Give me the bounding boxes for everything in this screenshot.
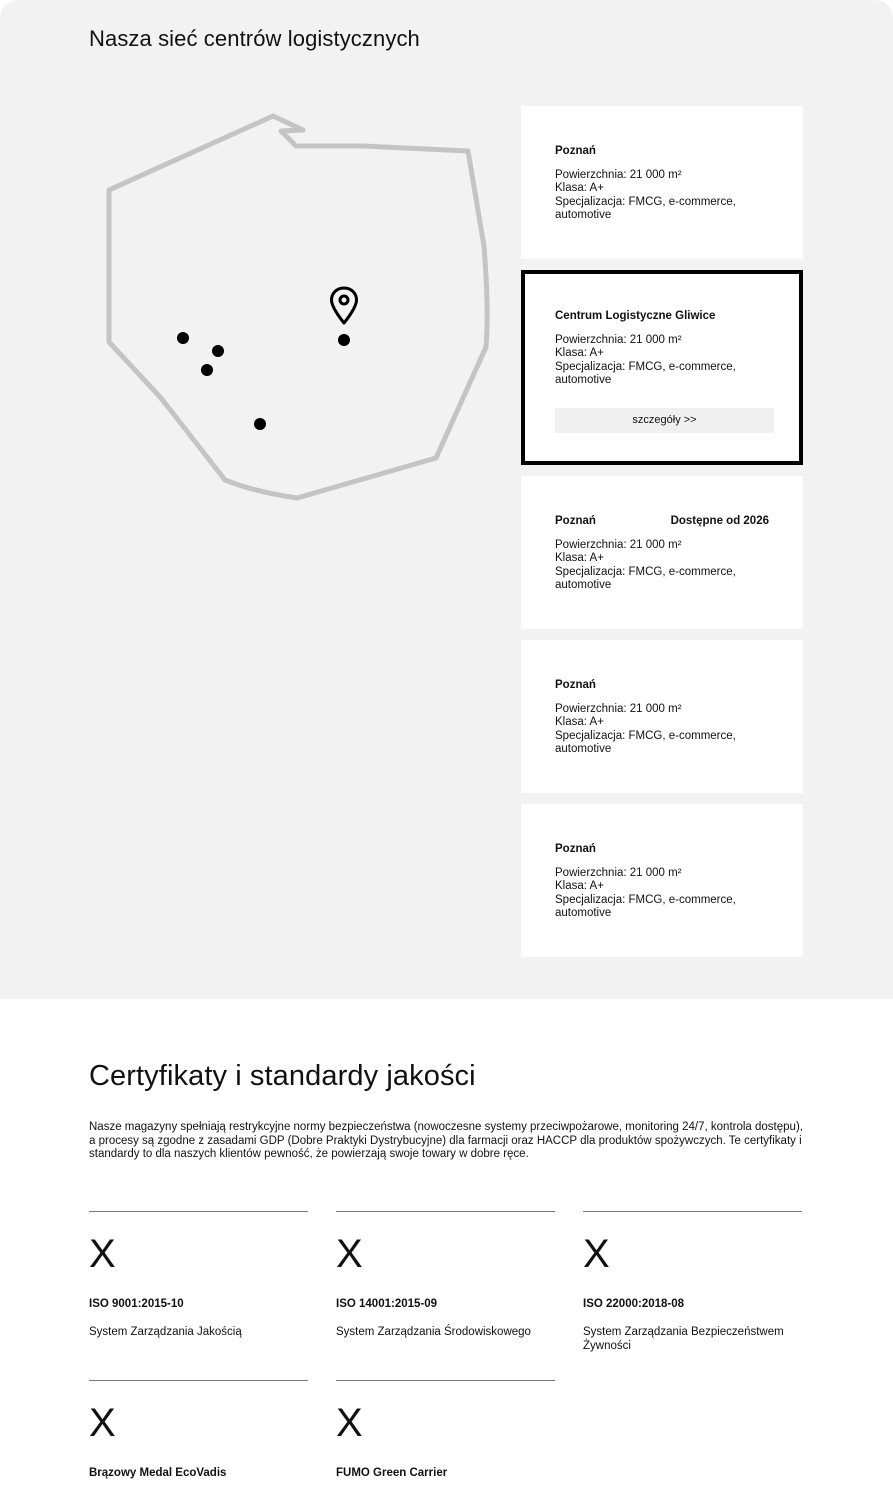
center-area: Powierzchnia: 21 000 m² <box>555 168 682 181</box>
center-card-selected[interactable] <box>521 270 803 465</box>
center-name: Poznań <box>555 515 596 527</box>
center-name: Centrum Logistyczne Gliwice <box>555 310 716 322</box>
certificate-code: ISO 22000:2018-08 <box>583 1298 685 1310</box>
center-class: Klasa: A+ <box>555 552 604 564</box>
city-dot[interactable] <box>201 364 213 376</box>
certificate-code: FUMO Green Carrier <box>336 1467 448 1479</box>
certificate-logo-placeholder: X <box>89 1232 116 1276</box>
center-area: Powierzchnia: 21 000 m² <box>555 333 682 346</box>
center-card[interactable] <box>521 640 803 793</box>
certificate-code: ISO 9001:2015-10 <box>89 1298 184 1310</box>
country-border <box>109 116 487 498</box>
certificate-logo-placeholder: X <box>583 1232 610 1276</box>
center-specialization: Specjalizacja: FMCG, e-commerce, automotive <box>555 729 736 755</box>
center-specialization: Specjalizacja: FMCG, e-commerce, automotive <box>555 565 736 591</box>
certificate-description: System Zarządzania Bezpieczeństwem Żywności <box>583 1326 784 1352</box>
center-area: Powierzchnia: 21 000 m² <box>555 702 682 715</box>
certificates-intro: Nasze magazyny spełniają restrykcyjne normy bezpieczeństwa (nowoczesne systemy przeciwpożarowe, monitoring 24/7, kontrola dostępu), a procesy są zgodne z zasadami GDP (Dobre Praktyki Dystrybucyjne) dla farmacji oraz HACCP dla produktów spożywczych. Te certyfikaty i standardy to dla naszych klientów pewność, że powierzają swoje towary w dobre ręce. <box>89 1121 803 1160</box>
poland-map <box>95 100 505 510</box>
center-name: Poznań <box>555 843 596 855</box>
certificate-item <box>89 1211 308 1340</box>
center-class: Klasa: A+ <box>555 880 604 892</box>
center-card-header <box>555 679 769 693</box>
center-card-header <box>555 843 769 857</box>
center-name: Poznań <box>555 145 596 157</box>
certificate-code: Brązowy Medal EcoVadis <box>89 1467 227 1479</box>
city-dot[interactable] <box>177 332 189 344</box>
details-button[interactable]: szczegóły >> <box>555 408 774 433</box>
certificate-description: System Zarządzania Jakością <box>89 1326 242 1338</box>
certificate-logo-placeholder: X <box>336 1401 363 1445</box>
certificate-item <box>336 1211 555 1340</box>
center-specialization: Specjalizacja: FMCG, e-commerce, automotive <box>555 195 736 221</box>
center-class: Klasa: A+ <box>555 182 604 194</box>
certificate-logo-placeholder: X <box>89 1401 116 1445</box>
center-name: Poznań <box>555 679 596 691</box>
center-card[interactable] <box>521 476 803 629</box>
certificate-item <box>336 1380 555 1495</box>
certificate-item <box>583 1211 802 1353</box>
center-card[interactable] <box>521 804 803 957</box>
certificate-logo-placeholder: X <box>336 1232 363 1276</box>
center-area: Powierzchnia: 21 000 m² <box>555 538 682 551</box>
center-card-header <box>555 515 769 529</box>
certificate-code: ISO 14001:2015-09 <box>336 1298 438 1310</box>
center-card-header <box>555 310 775 324</box>
center-specialization: Specjalizacja: FMCG, e-commerce, automotive <box>555 360 736 386</box>
poland-outline <box>95 100 505 510</box>
certificates-title: Certyfikaty i standardy jakości <box>89 1060 476 1092</box>
city-dot[interactable] <box>212 345 224 357</box>
center-availability: Dostępne od 2026 <box>670 515 769 527</box>
certificate-description: System Zarządzania Środowiskowego <box>336 1326 531 1338</box>
center-card-header <box>555 145 769 159</box>
center-card[interactable] <box>521 106 803 259</box>
city-dot[interactable] <box>254 418 266 430</box>
location-pin-icon <box>329 286 359 326</box>
center-area: Powierzchnia: 21 000 m² <box>555 866 682 879</box>
city-dot-selected[interactable] <box>338 334 350 346</box>
center-class: Klasa: A+ <box>555 716 604 728</box>
center-class: Klasa: A+ <box>555 347 604 359</box>
network-title: Nasza sieć centrów logistycznych <box>89 26 420 51</box>
certificate-item <box>89 1380 308 1495</box>
logistics-center-list <box>521 106 803 957</box>
center-specialization: Specjalizacja: FMCG, e-commerce, automotive <box>555 893 736 919</box>
